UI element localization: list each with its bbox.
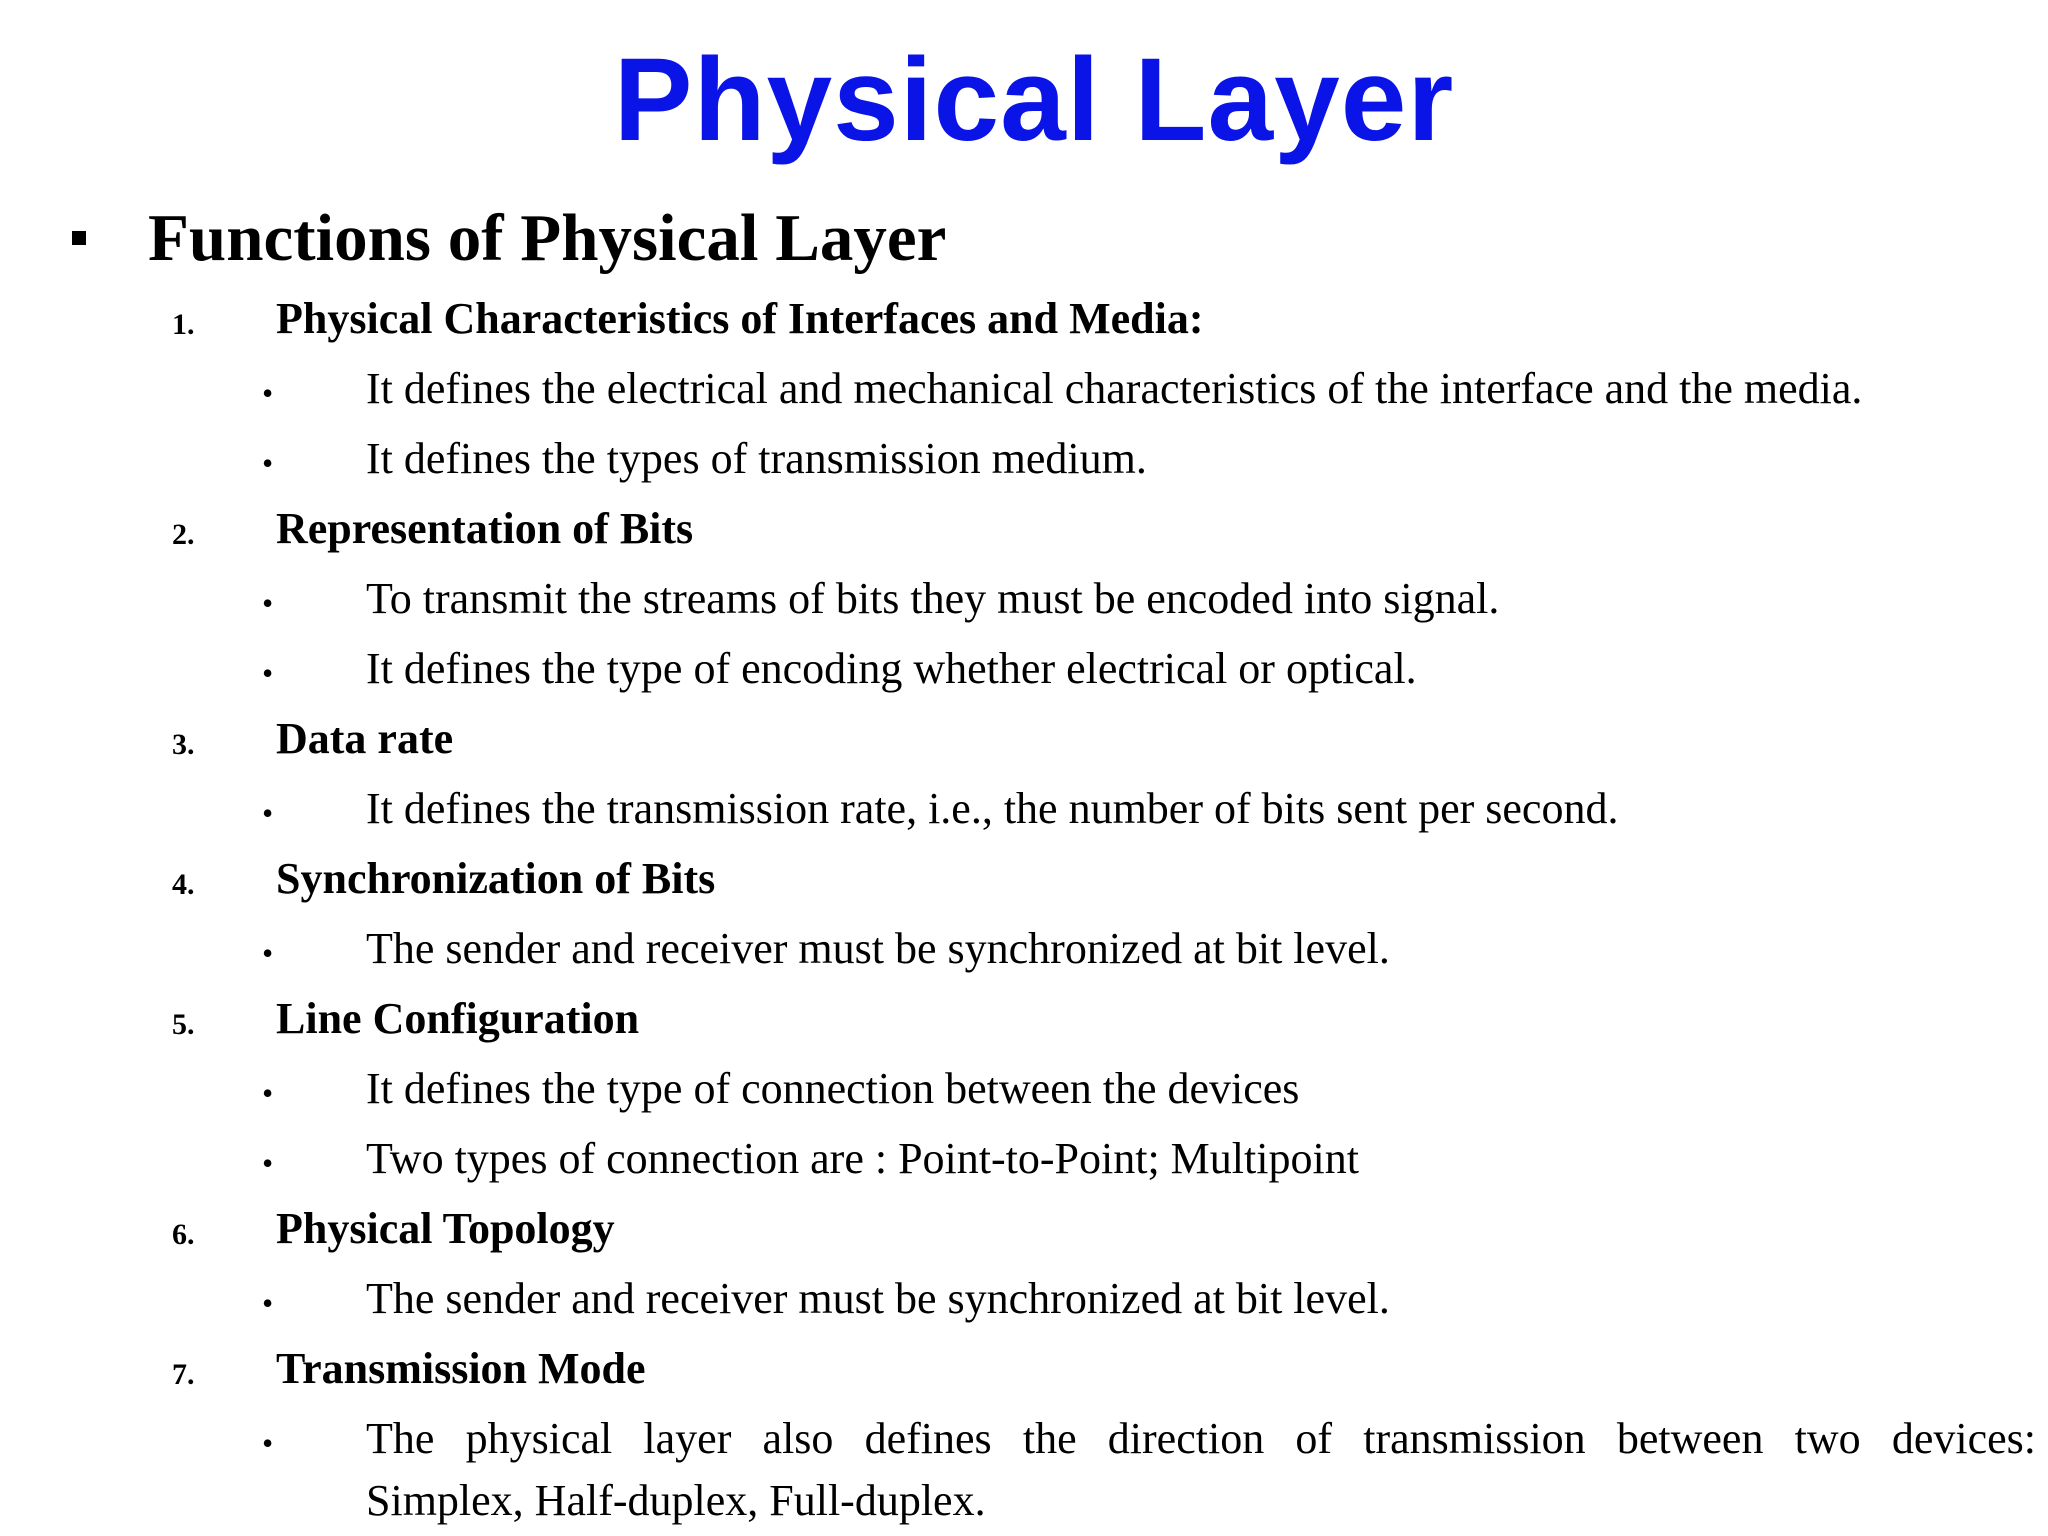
item-title: Line Configuration — [276, 994, 640, 1043]
sub-bullet-continuation — [0, 1466, 2048, 1536]
item-number: 3. — [172, 728, 195, 761]
sub-bullet — [0, 564, 2048, 634]
bullet-dot-icon: • — [262, 655, 274, 691]
item-title: Physical Topology — [276, 1204, 615, 1253]
sub-bullet-text: To transmit the streams of bits they must be encoded into signal. — [366, 574, 1500, 623]
item-title: Representation of Bits — [276, 504, 694, 553]
sub-bullet-text: It defines the transmission rate, i.e., the number of bits sent per second. — [366, 784, 1619, 833]
sub-bullet — [0, 1054, 2048, 1124]
bullet-dot-icon: • — [262, 1075, 274, 1111]
list-item-5 — [0, 984, 2048, 1054]
sub-bullet — [0, 354, 2048, 424]
sub-bullet-text: Two types of connection are : Point-to-Point; Multipoint — [366, 1134, 1359, 1183]
section-heading — [72, 193, 946, 283]
bullet-dot-icon: • — [262, 1285, 274, 1321]
list-item-2 — [0, 494, 2048, 564]
sub-bullet — [0, 914, 2048, 984]
item-number: 2. — [172, 518, 195, 551]
list-item-1 — [0, 284, 2048, 354]
sub-bullet-text: The sender and receiver must be synchronized at bit level. — [366, 924, 1390, 973]
sub-bullet-continuation-text: Simplex, Half-duplex, Full-duplex. — [366, 1476, 986, 1525]
item-title: Physical Characteristics of Interfaces and Media: — [276, 294, 1204, 343]
item-title: Data rate — [276, 714, 454, 763]
sub-bullet-text: It defines the type of encoding whether electrical or optical. — [366, 644, 1417, 693]
item-title: Transmission Mode — [276, 1344, 646, 1393]
list-item-6 — [0, 1194, 2048, 1264]
sub-bullet — [0, 1124, 2048, 1194]
sub-bullet-text: It defines the electrical and mechanical characteristics of the interface and the media. — [366, 364, 1863, 413]
list-item-4 — [0, 844, 2048, 914]
bullet-dot-icon: • — [262, 445, 274, 481]
item-number: 6. — [172, 1218, 195, 1251]
sub-bullet-text: The physical layer also defines the direction of transmission between two devices: — [366, 1414, 2036, 1463]
sub-bullet-text: It defines the types of transmission medium. — [366, 434, 1147, 483]
item-number: 5. — [172, 1008, 195, 1041]
square-bullet-icon — [72, 231, 86, 245]
item-number: 4. — [172, 868, 195, 901]
bullet-dot-icon: • — [262, 585, 274, 621]
bullet-dot-icon: • — [262, 795, 274, 831]
list-item-3 — [0, 704, 2048, 774]
list-item-7 — [0, 1334, 2048, 1404]
bullet-dot-icon: • — [262, 1145, 274, 1181]
sub-bullet — [0, 774, 2048, 844]
bullet-dot-icon: • — [262, 935, 274, 971]
sub-bullet — [0, 1404, 2048, 1474]
item-number: 1. — [172, 308, 195, 341]
bullet-dot-icon: • — [262, 375, 274, 411]
bullet-dot-icon: • — [262, 1425, 274, 1461]
sub-bullet-text: It defines the type of connection between the devices — [366, 1064, 1300, 1113]
sub-bullet-text: The sender and receiver must be synchronized at bit level. — [366, 1274, 1390, 1323]
sub-bullet — [0, 634, 2048, 704]
slide-title: Physical Layer — [613, 34, 1455, 166]
sub-bullet — [0, 1264, 2048, 1334]
sub-bullet — [0, 424, 2048, 494]
item-number: 7. — [172, 1358, 195, 1391]
item-title: Synchronization of Bits — [276, 854, 716, 903]
section-heading-text: Functions of Physical Layer — [148, 201, 947, 275]
